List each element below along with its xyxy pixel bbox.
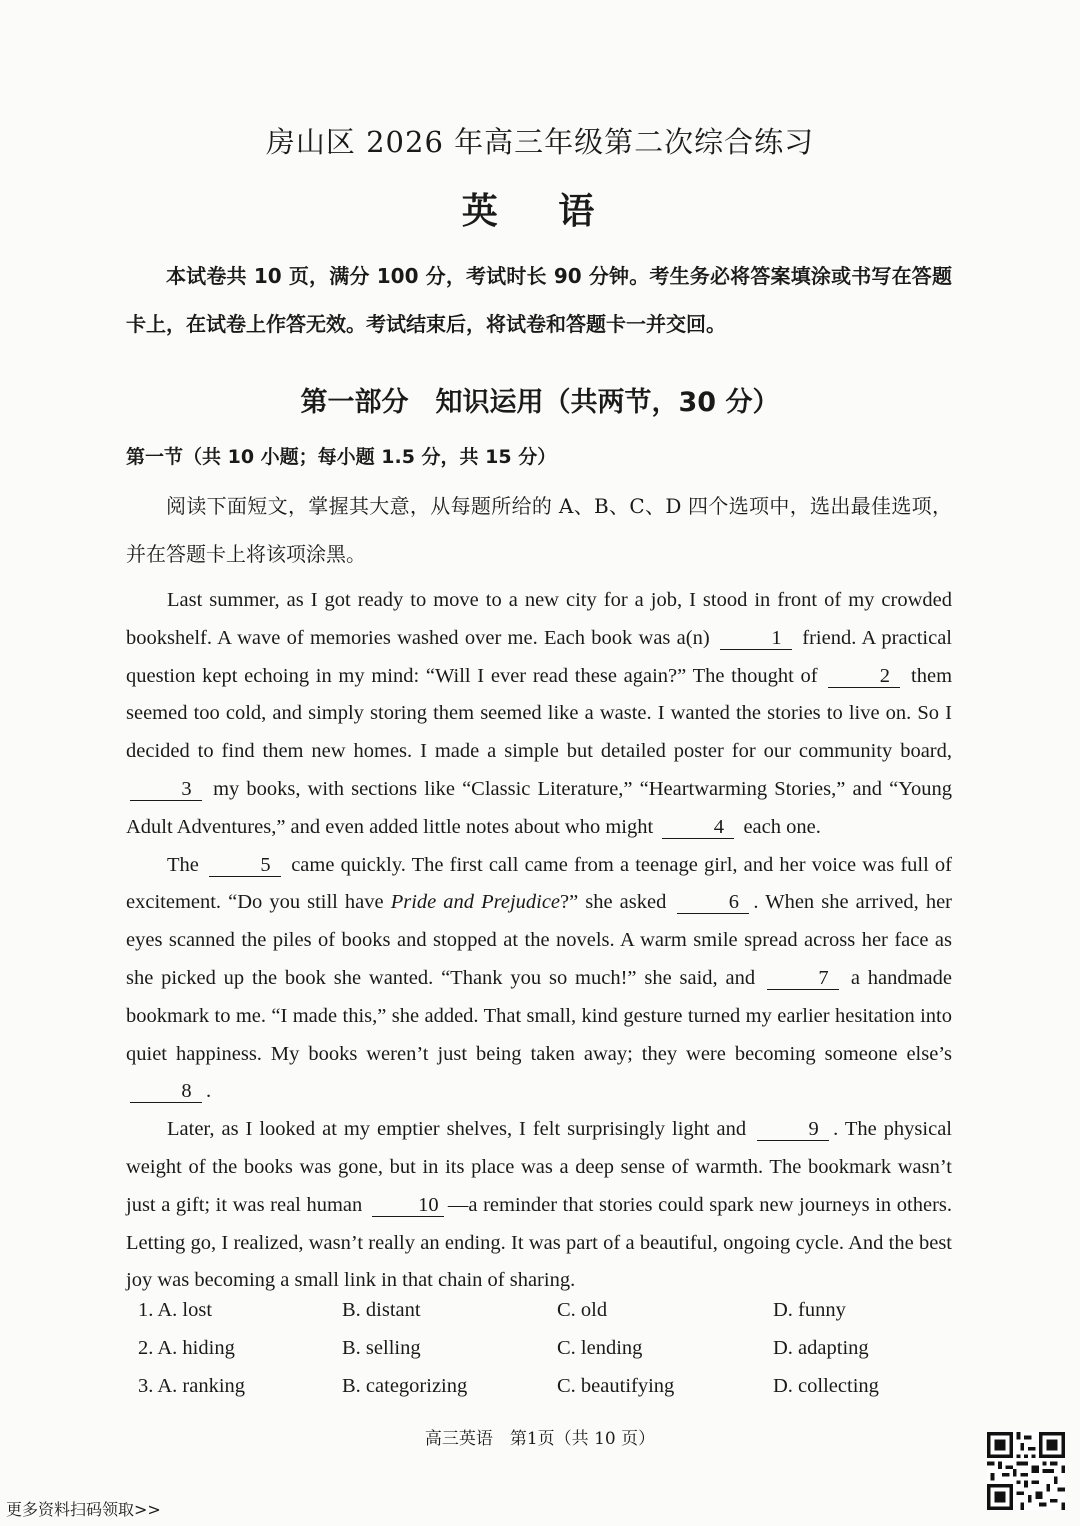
option-row-2 xyxy=(138,1337,938,1375)
page-footer: 高三英语 第1页（共 10 页） xyxy=(424,1429,656,1449)
exam-instructions: 本试卷共 10 页，满分 100 分，考试时长 90 分钟。考生务必将答案填涂或书写在答题卡上，在试卷上作答无效。考试结束后，将试卷和答题卡一并交回。 xyxy=(126,264,952,336)
passage-text: . The physical weight of the books was gone, but in its place was a deep sense of warmth. The bookmark wasn’t just a gift; it was real human xyxy=(126,1118,952,1216)
part-title: 第一部分 知识运用（共两节，30 分） xyxy=(300,387,780,418)
option-d: D. adapting xyxy=(773,1337,869,1359)
passage-text: each one. xyxy=(743,815,821,838)
option-row-3 xyxy=(138,1375,938,1413)
blank-5: 5 xyxy=(209,854,281,877)
answer-options xyxy=(138,1299,938,1413)
passage-text: ?” she asked xyxy=(560,891,667,914)
passage-text: —a reminder that stories could spark new journeys in others. Letting go, I realized, wasn’t really an ending. It was part of a beautiful, ongoing cycle. And the best joy was becoming a small link in that chain of sharing. xyxy=(126,1193,952,1292)
exam-title: 房山区 2026 年高三年级第二次综合练习 xyxy=(265,125,815,159)
book-title: Pride and Prejudice xyxy=(390,891,561,914)
passage-text: a handmade bookmark to me. “I made this,” she added. That small, kind gesture turned my earlier hesitation into quiet happiness. My books weren’t just being taken away; they were becoming someone else’s xyxy=(126,966,952,1065)
option-b: B. distant xyxy=(342,1299,421,1321)
option-a: 2. A. hiding xyxy=(138,1337,235,1359)
passage-text: friend. A practical question kept echoing in my mind: “Will I ever read these again?” The thought of xyxy=(126,626,952,687)
blank-2: 2 xyxy=(828,665,900,688)
passage-text: them seemed too cold, and simply storing them seemed like a waste. I wanted the stories to live on. So I decided to find them new homes. I made a simple but detailed poster for our community board, xyxy=(126,664,953,763)
option-b: B. categorizing xyxy=(342,1375,468,1397)
blank-1: 1 xyxy=(720,627,792,650)
option-a: 1. A. lost xyxy=(138,1299,213,1321)
blank-9: 9 xyxy=(757,1118,829,1141)
cloze-passage xyxy=(126,582,952,1300)
blank-6: 6 xyxy=(677,891,749,914)
option-b: B. selling xyxy=(342,1337,421,1359)
blank-8: 8 xyxy=(130,1080,202,1103)
passage-text: . xyxy=(206,1080,212,1103)
passage-text: Last summer, as I got ready to move to a new city for a job, I stood in front of my crowded bookshelf. A wave of memories washed over me. Each book was a(n) xyxy=(126,589,952,649)
subject-title: 英 语 xyxy=(461,190,619,232)
blank-4: 4 xyxy=(662,816,734,839)
blank-7: 7 xyxy=(767,967,839,990)
directions: 阅读下面短文，掌握其大意，从每题所给的 A、B、C、D 四个选项中，选出最佳选项，并在答题卡上将该项涂黑。 xyxy=(126,494,952,566)
option-d: D. funny xyxy=(773,1299,846,1321)
blank-10: 10 xyxy=(372,1194,444,1217)
blank-3: 3 xyxy=(130,778,202,801)
qr-code-icon[interactable] xyxy=(987,1432,1065,1510)
paragraph-2 xyxy=(126,847,952,1112)
passage-text: Later, as I looked at my emptier shelves, I felt surprisingly light and xyxy=(167,1118,747,1141)
passage-text: my books, with sections like “Classic Literature,” “Heartwarming Stories,” and “Young Adult Adventures,” and even added little notes about who might xyxy=(126,777,952,838)
option-c: C. lending xyxy=(557,1337,643,1359)
passage-text: . When she arrived, her eyes scanned the piles of books and stopped at the novels. A warm smile spread across her face as she picked up the book she wanted. “Thank you so much!” she said, and xyxy=(126,891,953,989)
option-d: D. collecting xyxy=(773,1375,879,1397)
section-title: 第一节（共 10 小题；每小题 1.5 分，共 15 分） xyxy=(126,446,557,468)
option-a: 3. A. ranking xyxy=(138,1375,246,1397)
paragraph-1 xyxy=(126,582,952,847)
option-c: C. old xyxy=(557,1299,608,1321)
more-resources-link[interactable]: 更多资料扫码领取>> xyxy=(6,1500,161,1519)
option-row-1 xyxy=(138,1299,938,1337)
paragraph-3 xyxy=(126,1111,952,1300)
passage-text: came quickly. The first call came from a teenage girl, and her voice was full of excitement. “Do you still have xyxy=(126,853,953,914)
option-c: C. beautifying xyxy=(557,1375,675,1397)
passage-text: The xyxy=(167,853,199,876)
